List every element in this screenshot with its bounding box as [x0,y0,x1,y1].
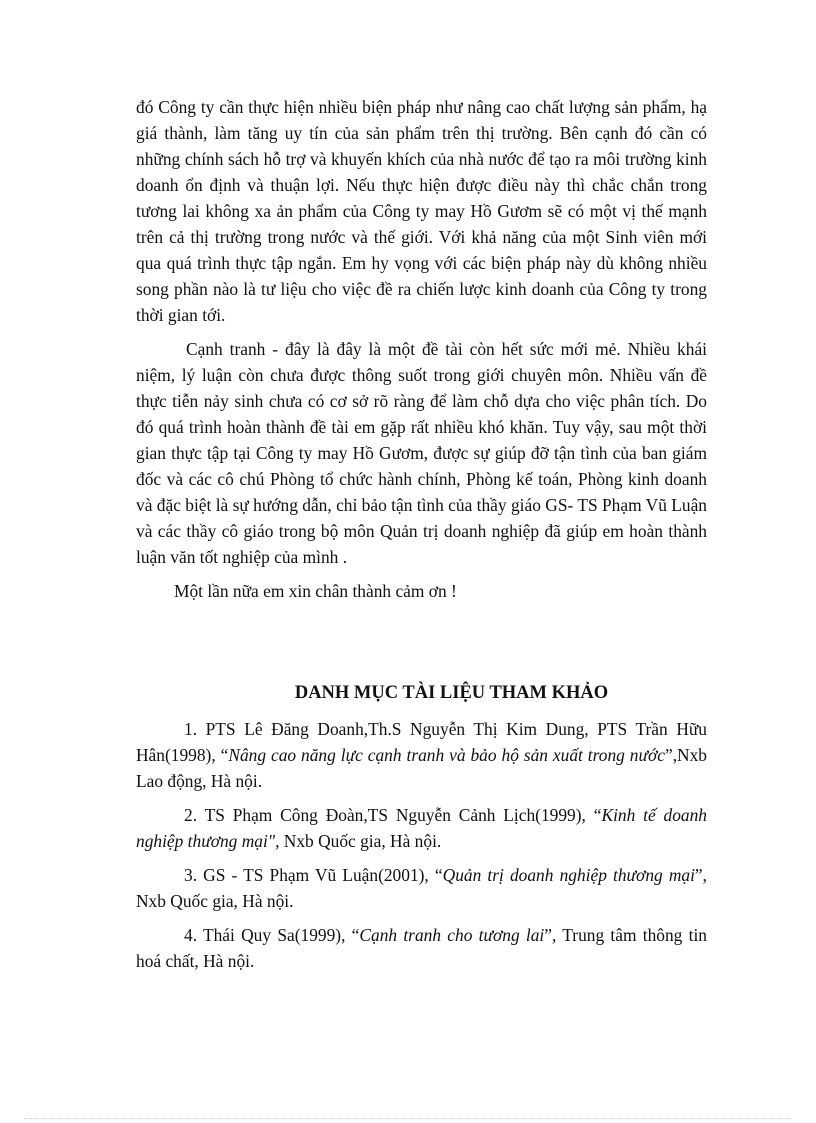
references-heading: DANH MỤC TÀI LIỆU THAM KHẢO [294,683,609,703]
page-bottom-divider [24,1118,792,1119]
reference-item: 4. Thái Quy Sa(1999), “Cạnh tranh cho tương lai”, Trung tâm thông tin hoá chất, Hà nội. [136,925,707,971]
references-list [136,716,707,974]
reference-item: 2. TS Phạm Công Đoàn,TS Nguyễn Cảnh Lịch(1999), “Kinh tế doanh nghiệp thương mại", Nxb Quốc gia, Hà nội. [136,805,708,851]
document-page [136,94,707,982]
reference-title: Quản trị doanh nghiệp thương mại [442,865,695,885]
reference-title: Kinh tế doanh nghiệp thương mại", [136,805,708,851]
reference-item: 1. PTS Lê Đăng Doanh,Th.S Nguyễn Thị Kim Dung, PTS Trần Hữu Hân(1998), “Nâng cao năng lực cạnh tranh và bảo hộ sản xuất trong nước”,Nxb Lao động, Hà nội. [136,719,707,791]
reference-item: 3. GS - TS Phạm Vũ Luận(2001), “Quản trị doanh nghiệp thương mại”, Nxb Quốc gia, Hà nội. [136,865,707,911]
reference-title: Cạnh tranh cho tương lai [359,925,545,945]
body-paragraph-1: đó Công ty cần thực hiện nhiều biện pháp như nâng cao chất lượng sản phẩm, hạ giá thành, làm tăng uy tín của sản phẩm trên thị trường. Bên cạnh đó cần có những chính sách hỗ trợ và khuyến khích của nhà nước để tạo ra môi trường kinh doanh ổn định và thuận lợi. Nếu thực hiện được điều này thì chắc chắn trong tương lai không xa ản phẩm của Công ty may Hồ Gươm sẽ có một vị thế mạnh trên cả thị trường trong nước và thế giới. Với khả năng của một Sinh viên mới qua quá trình thực tập ngắn. Em hy vọng với các biện pháp này dù không nhiều song phần nào là tư liệu cho việc đề ra chiến lược kinh doanh của Công ty trong thời gian tới. [136,97,707,325]
body-paragraph-2: Cạnh tranh - đây là đây là một đề tài còn hết sức mới mẻ. Nhiều khái niệm, lý luận còn chưa được thông suốt trong giới chuyên môn. Nhiều vấn đề thực tiễn nảy sinh chưa có cơ sở rõ ràng để làm chỗ dựa cho việc phân tích. Do đó quá trình hoàn thành đề tài em gặp rất nhiều khó khăn. Tuy vậy, sau một thời gian thực tập tại Công ty may Hồ Gươm, được sự giúp đỡ tận tình của ban giám đốc và các cô chú Phòng tổ chức hành chính, Phòng kế toán, Phòng kinh doanh và đặc biệt là sự hướng dẫn, chỉ bảo tận tình của thầy giáo GS- TS Phạm Vũ Luận và các thầy cô giáo trong bộ môn Quản trị doanh nghiệp đã giúp em hoàn thành luận văn tốt nghiệp của mình . [136,339,707,567]
reference-title: Nâng cao năng lực cạnh tranh và bảo hộ sản xuất trong nước [228,745,665,765]
thanks-line: Một lần nữa em xin chân thành cảm ơn ! [174,581,457,601]
